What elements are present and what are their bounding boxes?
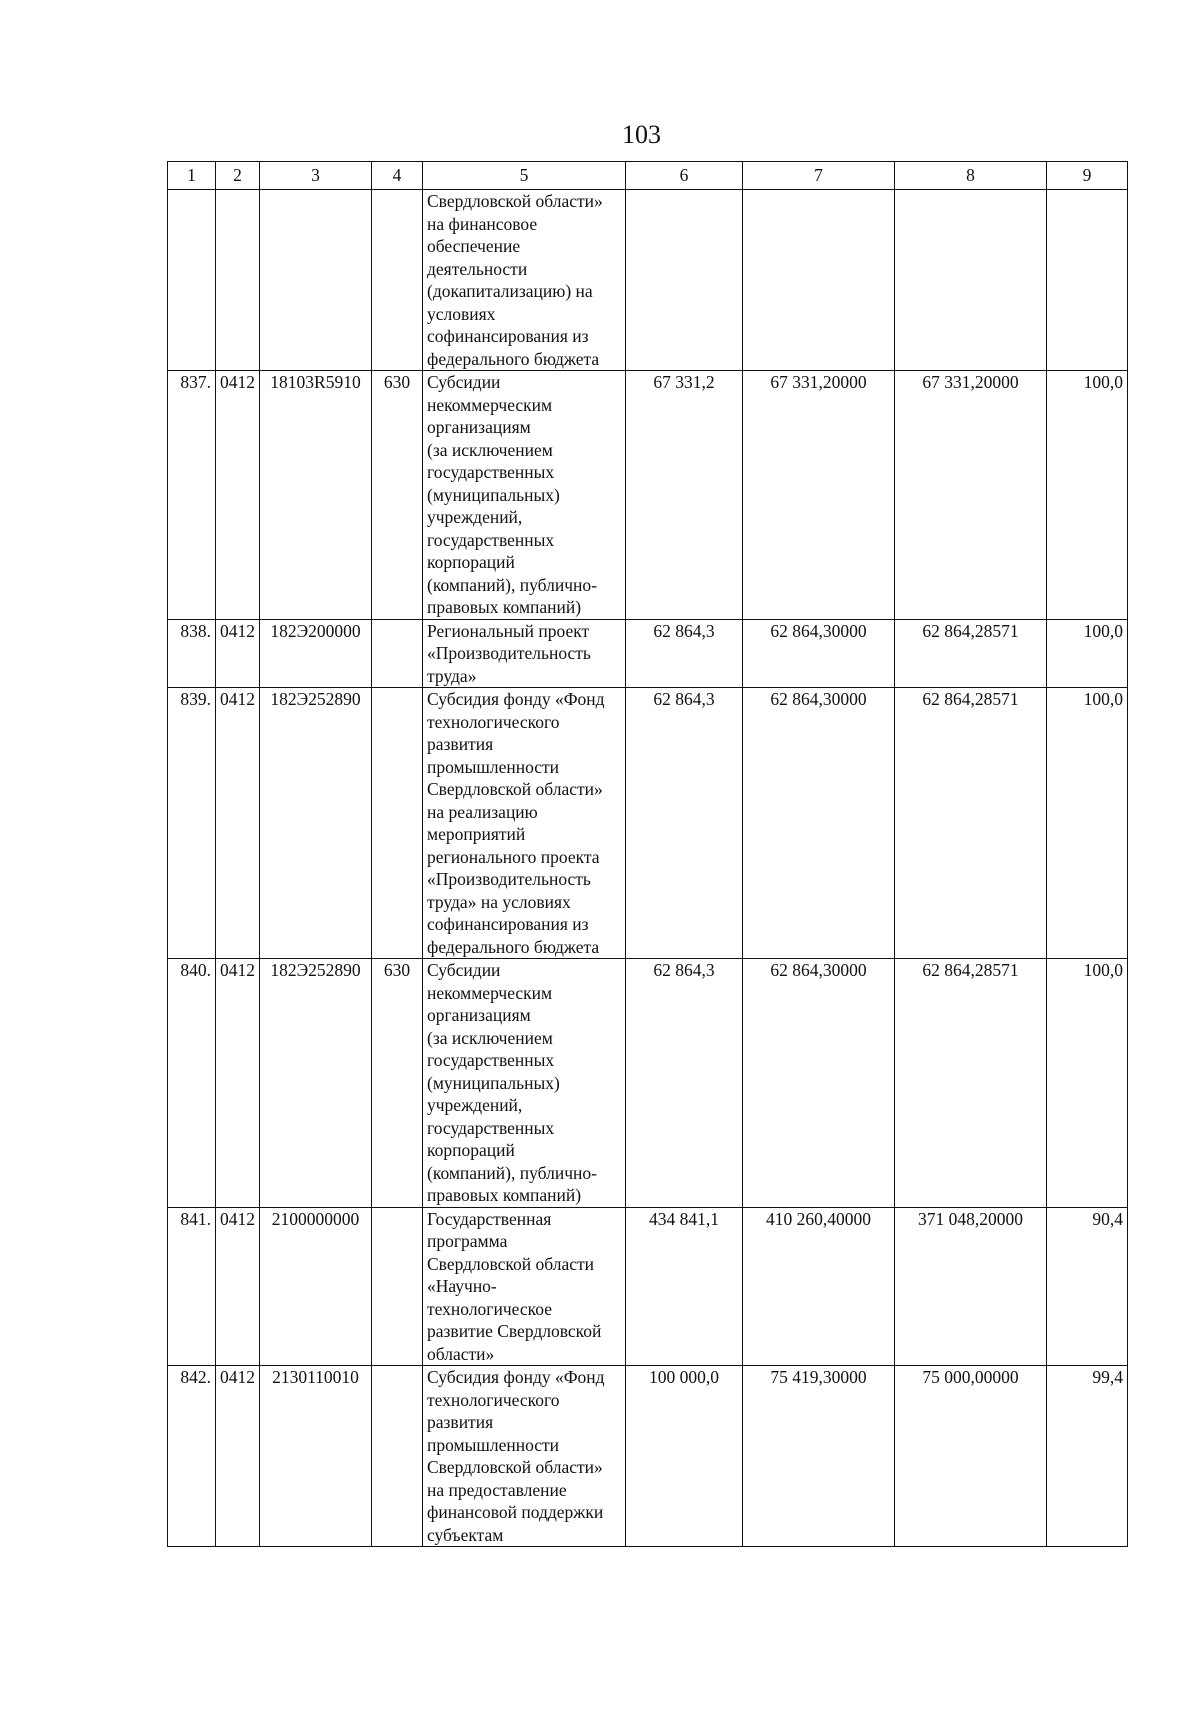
name-cell: [423, 619, 626, 688]
executed-amount-cell: 62 864,28571: [895, 688, 1047, 959]
name-line: развитие Свердловской: [427, 1321, 602, 1341]
row-number-cell: 838.: [168, 619, 216, 688]
row-number-cell: 842.: [168, 1366, 216, 1547]
page-number: 103: [622, 120, 661, 149]
name-line: Региональный проект: [427, 620, 590, 641]
name-line: (докапитализацию) на: [427, 281, 593, 301]
section-code-cell: 0412: [216, 1366, 260, 1547]
planned-amount-cell: 75 419,30000: [743, 1366, 895, 1547]
name-line: Свердловской области»: [427, 191, 603, 211]
name-line: корпораций: [427, 552, 515, 572]
name-line: (муниципальных): [427, 484, 560, 505]
name-line: программа: [427, 1231, 508, 1251]
name-line: (компаний), публично-: [427, 1162, 597, 1183]
target-code-cell: 2130110010: [260, 1366, 372, 1547]
name-line: государственных: [427, 1050, 555, 1070]
row-number-cell: 839.: [168, 688, 216, 959]
expense-type-cell: [372, 1207, 423, 1366]
executed-amount-cell: 75 000,00000: [895, 1366, 1047, 1547]
target-code-cell: 182Э252890: [260, 688, 372, 959]
row-number-cell: 840.: [168, 959, 216, 1208]
executed-amount-cell: 62 864,28571: [895, 959, 1047, 1208]
name-line: федерального бюджета: [427, 936, 600, 957]
table-row: [168, 619, 1128, 688]
expense-type-cell: [372, 190, 423, 371]
header-col-7: 7: [743, 162, 895, 190]
name-line: деятельности: [427, 258, 528, 279]
name-line: федерального бюджета: [427, 348, 600, 369]
name-line: правовых компаний): [427, 597, 582, 617]
approved-amount-cell: 67 331,2: [626, 371, 743, 620]
percent-cell: 100,0: [1047, 959, 1128, 1208]
section-code-cell: 0412: [216, 959, 260, 1208]
percent-cell: 100,0: [1047, 371, 1128, 620]
planned-amount-cell: 410 260,40000: [743, 1207, 895, 1366]
name-line: на реализацию: [427, 801, 538, 822]
name-line: технологического: [427, 1389, 560, 1410]
name-cell: [423, 1207, 626, 1366]
name-line: «Производительность: [427, 869, 591, 889]
expense-type-cell: [372, 619, 423, 688]
row-number-cell: 841.: [168, 1207, 216, 1366]
name-line: «Производительность: [427, 643, 591, 663]
approved-amount-cell: 100 000,0: [626, 1366, 743, 1547]
header-col-5: 5: [423, 162, 626, 190]
name-line: Свердловской области»: [427, 779, 603, 799]
name-line: учреждений,: [427, 1095, 523, 1115]
name-cell: [423, 190, 626, 371]
approved-amount-cell: 62 864,3: [626, 959, 743, 1208]
name-line: Субсидия фонду «Фонд: [427, 1367, 605, 1387]
name-line: правовых компаний): [427, 1185, 582, 1205]
name-line: технологического: [427, 711, 560, 732]
name-line: Свердловской области: [427, 1253, 595, 1274]
name-cell: [423, 1366, 626, 1547]
name-line: (муниципальных): [427, 1072, 560, 1093]
name-line: труда»: [427, 665, 477, 686]
table-header-row: [168, 162, 1128, 190]
planned-amount-cell: 62 864,30000: [743, 688, 895, 959]
header-col-3: 3: [260, 162, 372, 190]
row-number-cell: [168, 190, 216, 371]
name-line: государственных: [427, 462, 555, 482]
name-line: некоммерческим: [427, 394, 553, 415]
name-line: корпораций: [427, 1140, 515, 1160]
executed-amount-cell: 62 864,28571: [895, 619, 1047, 688]
target-code-cell: 2100000000: [260, 1207, 372, 1366]
name-line: учреждений,: [427, 507, 523, 527]
name-line: на предоставление: [427, 1479, 567, 1500]
header-col-8: 8: [895, 162, 1047, 190]
table-body: [168, 190, 1128, 1547]
row-number-cell: 837.: [168, 371, 216, 620]
name-line: Государственная: [427, 1208, 552, 1229]
table-row: [168, 959, 1128, 1208]
percent-cell: 100,0: [1047, 619, 1128, 688]
name-cell: [423, 371, 626, 620]
planned-amount-cell: 62 864,30000: [743, 619, 895, 688]
table-row: [168, 190, 1128, 371]
header-col-9: 9: [1047, 162, 1128, 190]
name-cell: [423, 959, 626, 1208]
name-line: обеспечение: [427, 236, 521, 256]
target-code-cell: 18103R5910: [260, 371, 372, 620]
executed-amount-cell: 67 331,20000: [895, 371, 1047, 620]
name-line: (компаний), публично-: [427, 574, 597, 595]
section-code-cell: 0412: [216, 688, 260, 959]
expense-type-cell: 630: [372, 959, 423, 1208]
name-line: развития: [427, 1412, 494, 1432]
name-line: государственных: [427, 1117, 555, 1138]
table-row: [168, 371, 1128, 620]
name-line: области»: [427, 1343, 495, 1364]
executed-amount-cell: 371 048,20000: [895, 1207, 1047, 1366]
name-line: Свердловской области»: [427, 1457, 603, 1477]
name-line: софинансирования из: [427, 914, 589, 934]
header-col-2: 2: [216, 162, 260, 190]
name-line: некоммерческим: [427, 982, 553, 1003]
table-row: [168, 688, 1128, 959]
approved-amount-cell: 62 864,3: [626, 619, 743, 688]
name-line: (за исключением: [427, 439, 553, 460]
name-line: финансовой поддержки: [427, 1502, 604, 1522]
name-line: «Научно-: [427, 1276, 497, 1296]
percent-cell: [1047, 190, 1128, 371]
percent-cell: 100,0: [1047, 688, 1128, 959]
header-col-1: 1: [168, 162, 216, 190]
table-row: [168, 1366, 1128, 1547]
expense-type-cell: 630: [372, 371, 423, 620]
expense-type-cell: [372, 1366, 423, 1547]
header-col-4: 4: [372, 162, 423, 190]
section-code-cell: 0412: [216, 1207, 260, 1366]
section-code-cell: [216, 190, 260, 371]
name-line: Субсидии: [427, 960, 501, 980]
table-row: [168, 1207, 1128, 1366]
executed-amount-cell: [895, 190, 1047, 371]
header-col-6: 6: [626, 162, 743, 190]
name-line: развития: [427, 734, 494, 754]
name-line: технологическое: [427, 1298, 552, 1319]
percent-cell: 90,4: [1047, 1207, 1128, 1366]
budget-table: [167, 161, 1128, 1547]
name-line: организациям: [427, 1005, 531, 1025]
name-line: Субсидии: [427, 372, 501, 392]
name-line: условиях: [427, 303, 496, 324]
approved-amount-cell: 434 841,1: [626, 1207, 743, 1366]
planned-amount-cell: [743, 190, 895, 371]
section-code-cell: 0412: [216, 619, 260, 688]
name-cell: [423, 688, 626, 959]
name-line: организациям: [427, 417, 531, 437]
name-line: мероприятий: [427, 824, 526, 844]
name-line: регионального проекта: [427, 846, 600, 867]
planned-amount-cell: 62 864,30000: [743, 959, 895, 1208]
name-line: промышленности: [427, 756, 560, 777]
name-line: софинансирования из: [427, 326, 589, 346]
planned-amount-cell: 67 331,20000: [743, 371, 895, 620]
section-code-cell: 0412: [216, 371, 260, 620]
name-line: Субсидия фонду «Фонд: [427, 689, 605, 709]
name-line: государственных: [427, 529, 555, 550]
approved-amount-cell: 62 864,3: [626, 688, 743, 959]
approved-amount-cell: [626, 190, 743, 371]
name-line: субъектам: [427, 1524, 504, 1545]
target-code-cell: 182Э200000: [260, 619, 372, 688]
name-line: промышленности: [427, 1434, 560, 1455]
target-code-cell: 182Э252890: [260, 959, 372, 1208]
percent-cell: 99,4: [1047, 1366, 1128, 1547]
name-line: труда» на условиях: [427, 891, 571, 912]
name-line: на финансовое: [427, 213, 538, 234]
target-code-cell: [260, 190, 372, 371]
expense-type-cell: [372, 688, 423, 959]
name-line: (за исключением: [427, 1027, 553, 1048]
